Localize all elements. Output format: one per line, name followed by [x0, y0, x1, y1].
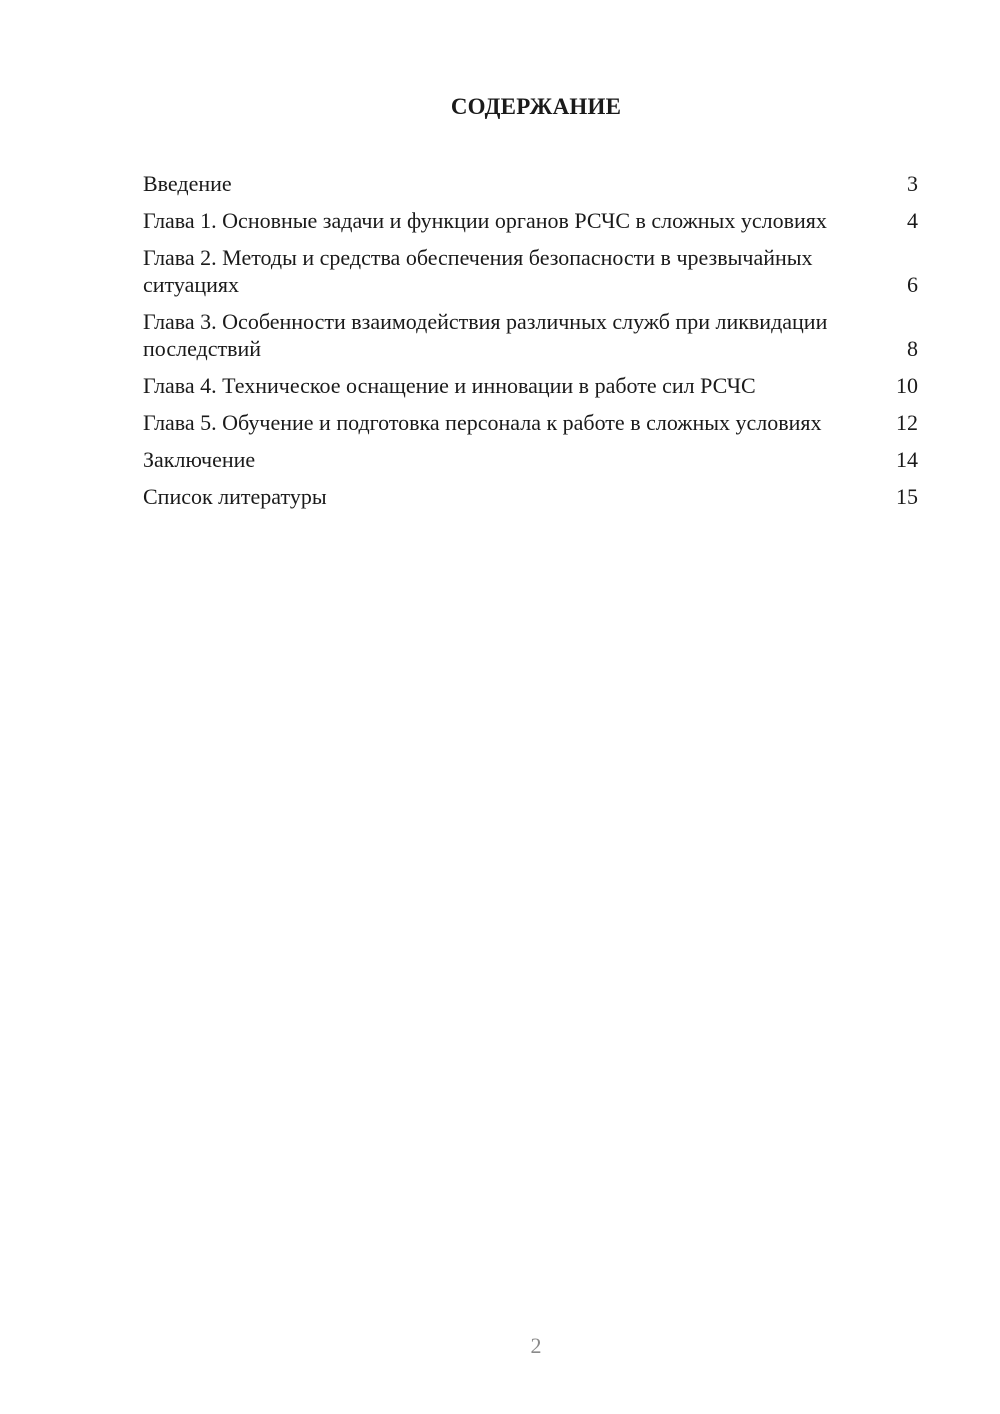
- toc-entry-title: Глава 3. Особенности взаимодействия различных служб при ликвидации последствий: [143, 309, 828, 361]
- toc-entry-page: 10: [896, 373, 918, 398]
- toc-entry-chapter-5: [143, 409, 918, 436]
- toc-entry-title: Глава 5. Обучение и подготовка персонала к работе в сложных условиях: [143, 410, 822, 435]
- toc-entry-title: Глава 4. Техническое оснащение и инновации в работе сил РСЧС: [143, 373, 756, 398]
- toc-entry-page: 12: [896, 410, 918, 435]
- toc-entry-page: 4: [907, 208, 918, 233]
- toc-entry-page: 14: [896, 447, 918, 472]
- toc-entry-page: 8: [907, 336, 918, 361]
- toc-entry-introduction: [143, 170, 918, 197]
- toc-entry-title: Список литературы: [143, 484, 327, 509]
- toc-entry-chapter-4: [143, 372, 918, 399]
- toc-entry-chapter-1: [143, 207, 918, 234]
- page-number: 2: [530, 1333, 542, 1358]
- toc-entry-page: 6: [907, 272, 918, 297]
- toc-entry-chapter-2: [143, 244, 918, 298]
- toc-entry-title: Заключение: [143, 447, 256, 472]
- toc-entry-page: 3: [907, 171, 918, 196]
- table-of-contents: [143, 170, 918, 520]
- toc-entry-references: [143, 483, 918, 510]
- toc-entry-title: Глава 1. Основные задачи и функции органов РСЧС в сложных условиях: [143, 208, 827, 233]
- toc-entry-chapter-3: [143, 308, 918, 362]
- page-title: СОДЕРЖАНИЕ: [450, 94, 622, 119]
- toc-entry-title: Глава 2. Методы и средства обеспечения безопасности в чрезвычайных ситуациях: [143, 245, 813, 297]
- toc-entry-page: 15: [896, 484, 918, 509]
- toc-entry-title: Введение: [143, 171, 232, 196]
- toc-entry-conclusion: [143, 446, 918, 473]
